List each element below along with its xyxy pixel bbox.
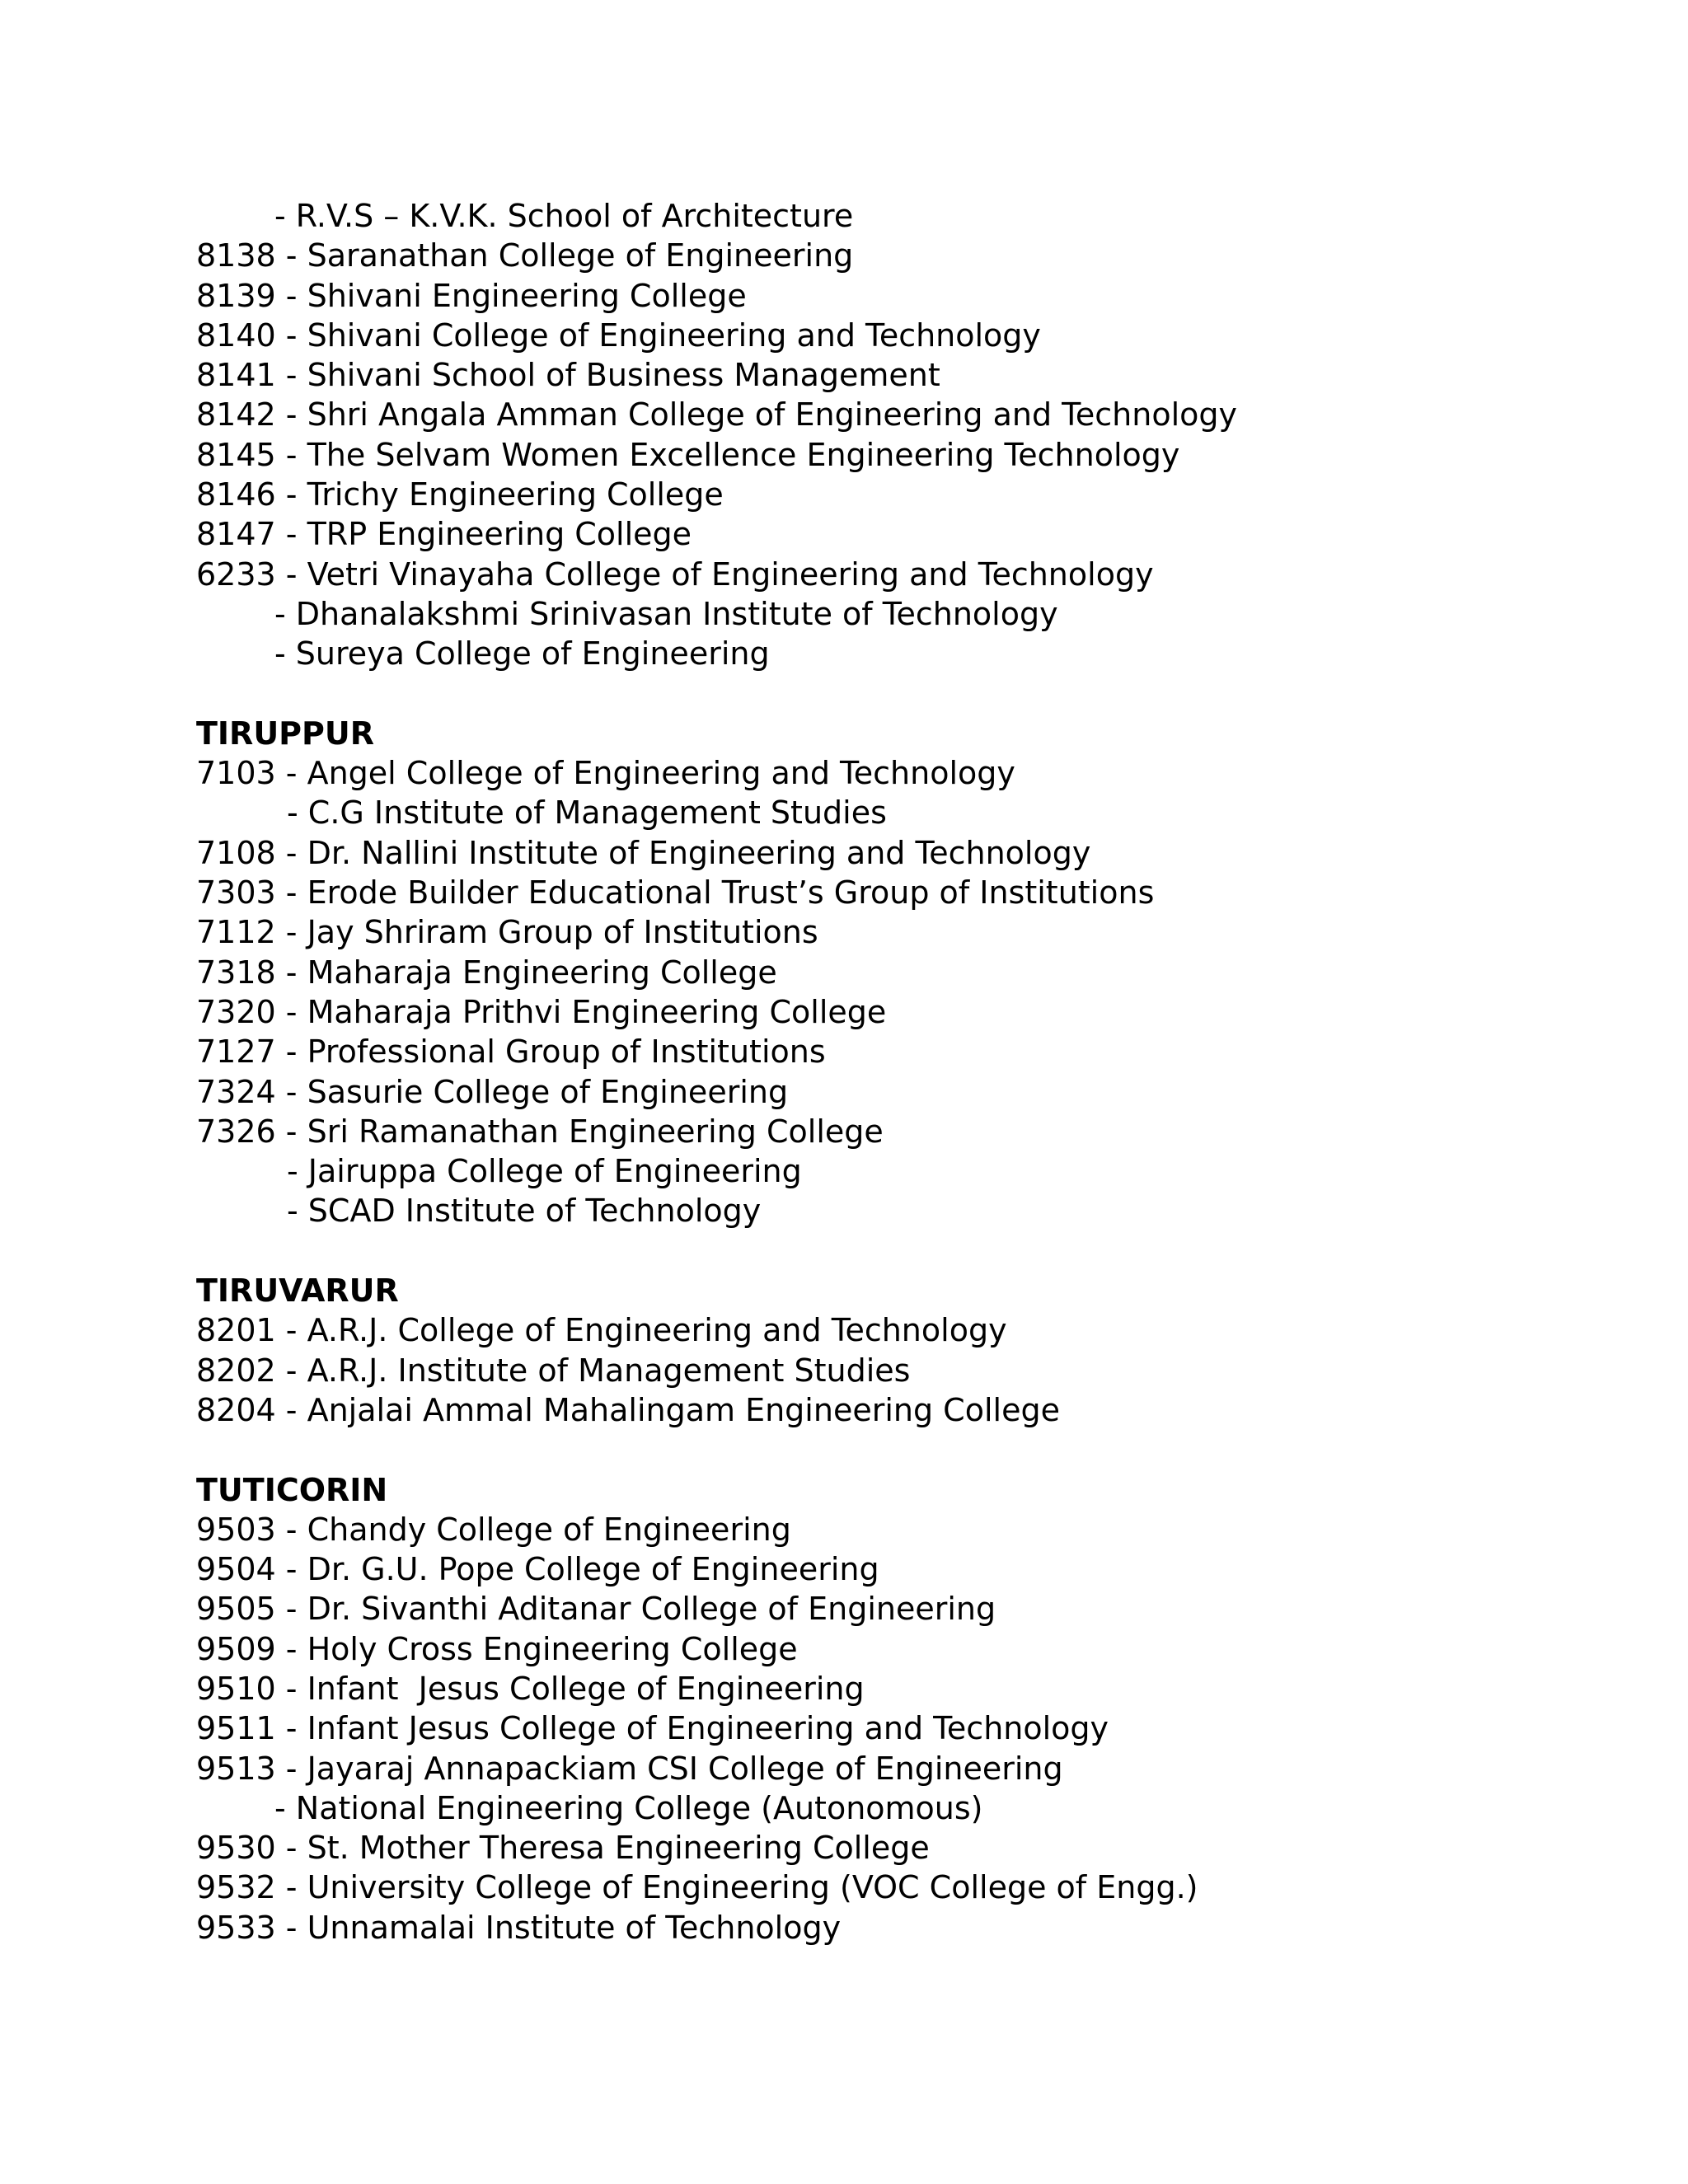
- college-name: - TRP Engineering College: [275, 516, 692, 553]
- college-entry: [196, 1112, 1597, 1151]
- college-entry: [196, 1310, 1597, 1350]
- college-entry: [196, 1868, 1597, 1907]
- section-heading: TUTICORIN: [196, 1471, 388, 1508]
- college-name: - Vetri Vinayaha College of Engineering and Technology: [275, 555, 1154, 593]
- college-entry: [196, 514, 1597, 554]
- section-heading: TIRUPPUR: [196, 715, 374, 752]
- college-entry: [196, 1669, 1597, 1708]
- college-name: - Infant Jesus College of Engineering and Technology: [275, 1710, 1109, 1747]
- college-name: - Infant Jesus College of Engineering: [275, 1670, 865, 1707]
- college-code: 7318: [196, 954, 276, 991]
- section-continued: [196, 196, 1597, 674]
- college-code: 7324: [196, 1073, 276, 1110]
- college-name: - Professional Group of Institutions: [275, 1033, 826, 1071]
- college-entry: [196, 833, 1597, 873]
- college-name: - Saranathan College of Engineering: [275, 237, 854, 274]
- college-name: - Shivani College of Engineering and Technology: [275, 316, 1041, 354]
- college-code: 8204: [196, 1391, 276, 1428]
- college-code: 9505: [196, 1591, 276, 1628]
- college-name: - A.R.J. Institute of Management Studies: [275, 1352, 911, 1389]
- college-code: 9530: [196, 1830, 276, 1867]
- section-tiruppur: [196, 714, 1597, 1231]
- college-name: - Maharaja Engineering College: [275, 954, 777, 991]
- college-entry: [196, 355, 1597, 395]
- college-entry: [196, 1908, 1597, 1947]
- college-code: 7112: [196, 914, 276, 951]
- college-entry: [196, 1151, 1597, 1191]
- college-code: 7127: [196, 1033, 276, 1071]
- college-code: 9503: [196, 1511, 276, 1548]
- college-code: 9510: [196, 1670, 276, 1707]
- college-entry: [196, 1072, 1597, 1112]
- college-code: 8141: [196, 357, 276, 394]
- college-code: 9511: [196, 1710, 276, 1747]
- section-tiruvarur: [196, 1271, 1597, 1430]
- college-entry: [196, 1749, 1597, 1788]
- college-code: 9509: [196, 1630, 276, 1667]
- college-name: - Dr. G.U. Pope College of Engineering: [275, 1551, 879, 1588]
- college-code: 8146: [196, 476, 276, 513]
- section-heading: TIRUVARUR: [196, 1272, 399, 1310]
- college-name: - National Engineering College (Autonomous): [274, 1789, 983, 1826]
- college-name: - SCAD Institute of Technology: [287, 1193, 762, 1230]
- college-entry: [196, 236, 1597, 275]
- college-entry: [196, 992, 1597, 1032]
- college-entry: [196, 435, 1597, 475]
- college-name: - University College of Engineering (VOC College of Engg.): [275, 1869, 1198, 1906]
- college-code: 8138: [196, 237, 276, 274]
- college-name: - Unnamalai Institute of Technology: [275, 1909, 842, 1946]
- college-entry: [196, 1351, 1597, 1390]
- college-name: - Dr. Nallini Institute of Engineering and Technology: [275, 834, 1091, 871]
- college-entry: [196, 196, 1597, 236]
- college-name: - C.G Institute of Management Studies: [287, 794, 887, 832]
- college-entry: [196, 1549, 1597, 1589]
- college-name: - Chandy College of Engineering: [275, 1511, 791, 1548]
- college-code: 9513: [196, 1750, 276, 1787]
- college-name: - The Selvam Women Excellence Engineering Technology: [275, 436, 1180, 473]
- college-name: - Shivani School of Business Management: [275, 357, 940, 394]
- college-entry: [196, 316, 1597, 355]
- college-name: - Erode Builder Educational Trust’s Group of Institutions: [275, 874, 1155, 912]
- college-name: - Holy Cross Engineering College: [275, 1630, 798, 1667]
- college-entry: [196, 1788, 1597, 1828]
- college-entry: [196, 1390, 1597, 1430]
- college-code: 7108: [196, 834, 276, 871]
- college-code: 9532: [196, 1869, 276, 1906]
- college-entry: [196, 1629, 1597, 1669]
- college-entry: [196, 1032, 1597, 1071]
- document-page: [196, 196, 1597, 1947]
- college-code: 8201: [196, 1312, 276, 1349]
- college-name: - Sureya College of Engineering: [274, 635, 770, 673]
- college-code: 8139: [196, 277, 276, 314]
- college-code: 7303: [196, 874, 276, 912]
- college-name: - Jairuppa College of Engineering: [287, 1153, 802, 1190]
- college-code: 7320: [196, 993, 276, 1030]
- college-name: - Anjalai Ammal Mahalingam Engineering College: [275, 1391, 1060, 1428]
- college-code: 8145: [196, 436, 276, 473]
- college-entry: [196, 1589, 1597, 1629]
- college-code: 6233: [196, 555, 276, 593]
- college-name: - Shri Angala Amman College of Engineering and Technology: [275, 396, 1238, 434]
- college-entry: [196, 873, 1597, 912]
- college-name: - Maharaja Prithvi Engineering College: [275, 993, 887, 1030]
- college-code: 7103: [196, 755, 276, 792]
- college-entry: [196, 953, 1597, 992]
- college-name: - Trichy Engineering College: [275, 476, 724, 513]
- college-name: - Angel College of Engineering and Technology: [275, 755, 1015, 792]
- college-name: - Shivani Engineering College: [275, 277, 747, 314]
- college-entry: [196, 753, 1597, 793]
- section-tuticorin: [196, 1470, 1597, 1948]
- college-code: 8142: [196, 396, 276, 434]
- college-name: - Jayaraj Annapackiam CSI College of Engineering: [275, 1750, 1063, 1787]
- college-entry: [196, 634, 1597, 673]
- college-entry: [196, 912, 1597, 952]
- college-entry: [196, 1828, 1597, 1868]
- college-code: 7326: [196, 1113, 276, 1150]
- college-entry: [196, 475, 1597, 514]
- college-entry: [196, 594, 1597, 634]
- college-name: - Sasurie College of Engineering: [275, 1073, 789, 1110]
- college-entry: [196, 1191, 1597, 1230]
- college-entry: [196, 1510, 1597, 1549]
- college-name: - Dr. Sivanthi Aditanar College of Engineering: [275, 1591, 996, 1628]
- college-entry: [196, 555, 1597, 594]
- college-name: - Dhanalakshmi Srinivasan Institute of Technology: [274, 595, 1058, 632]
- college-name: - Jay Shriram Group of Institutions: [275, 914, 818, 951]
- college-entry: [196, 276, 1597, 316]
- college-code: 9533: [196, 1909, 276, 1946]
- college-name: - A.R.J. College of Engineering and Technology: [275, 1312, 1007, 1349]
- college-name: - R.V.S – K.V.K. School of Architecture: [274, 198, 854, 234]
- college-code: 8140: [196, 316, 276, 354]
- college-entry: [196, 793, 1597, 832]
- college-code: 8147: [196, 516, 276, 553]
- college-entry: [196, 1708, 1597, 1748]
- college-entry: [196, 395, 1597, 434]
- college-name: - Sri Ramanathan Engineering College: [275, 1113, 884, 1150]
- college-code: 9504: [196, 1551, 276, 1588]
- college-code: 8202: [196, 1352, 276, 1389]
- college-name: - St. Mother Theresa Engineering College: [275, 1830, 930, 1867]
